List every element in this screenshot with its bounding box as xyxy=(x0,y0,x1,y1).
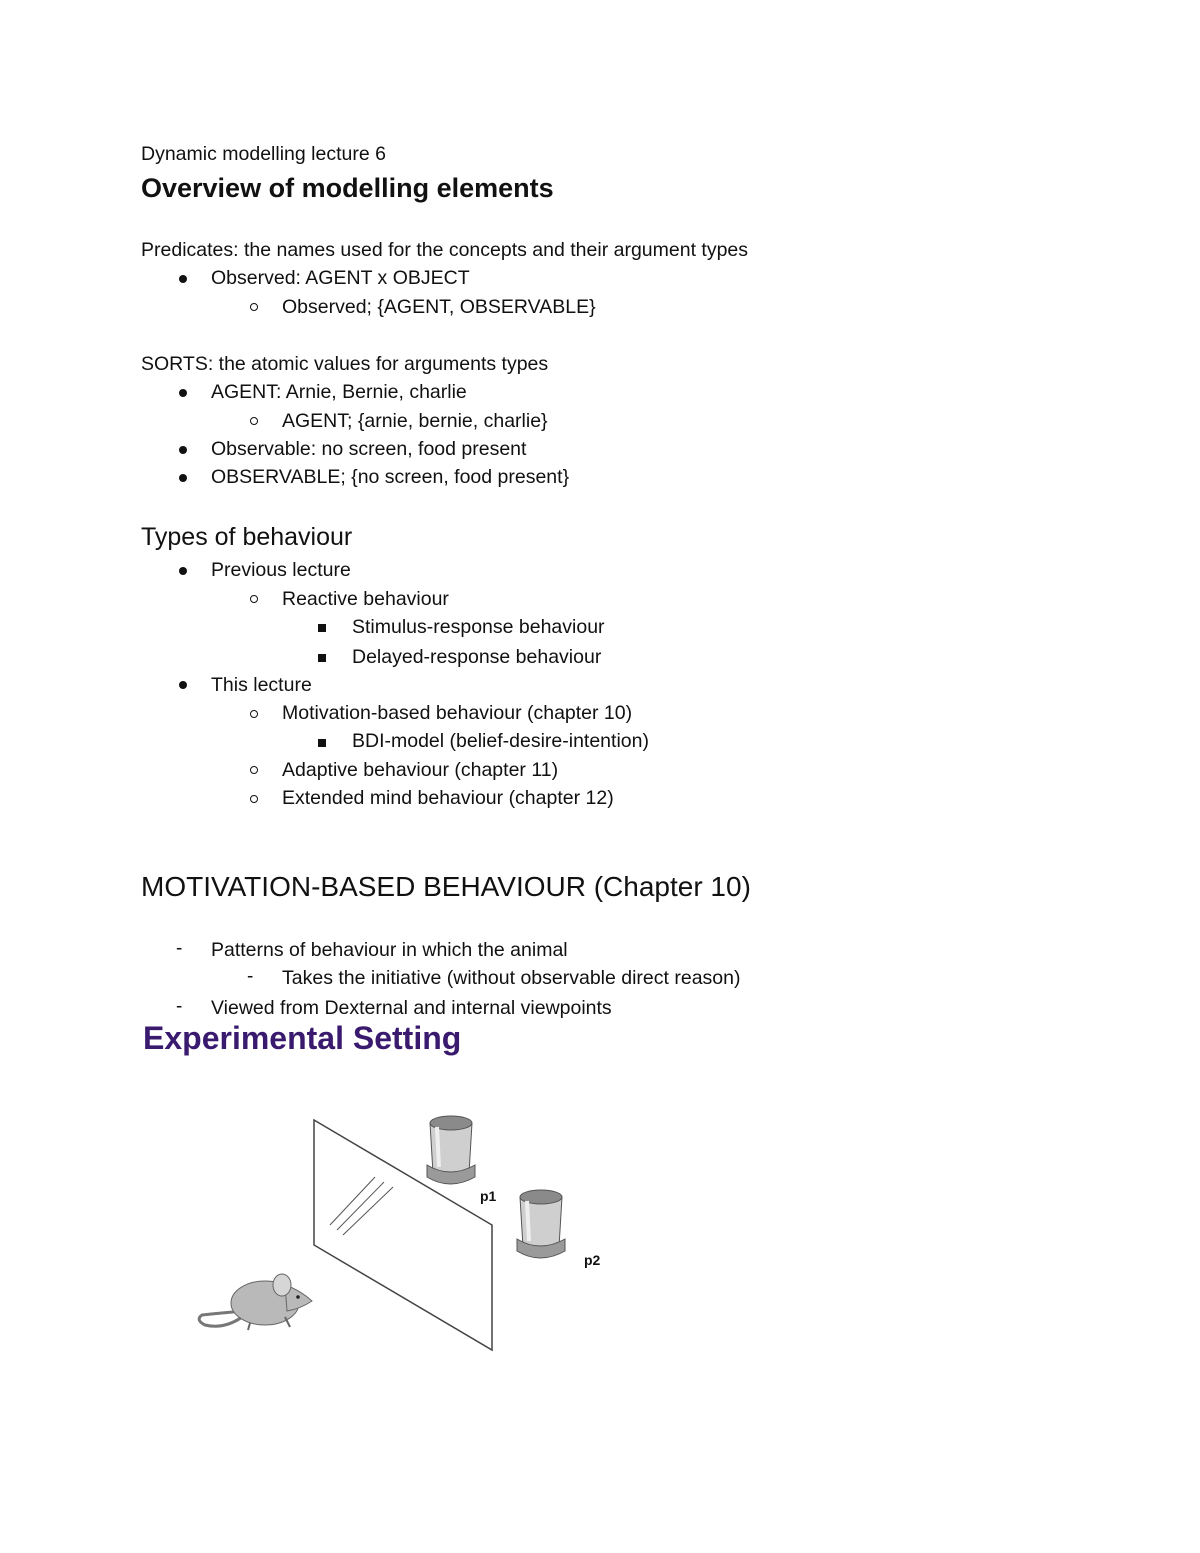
section-heading-behaviour: Types of behaviour xyxy=(141,523,353,551)
section-heading-motivation: MOTIVATION-BASED BEHAVIOUR (Chapter 10) xyxy=(141,871,751,902)
dash-icon: - xyxy=(247,966,254,987)
dash-icon: - xyxy=(176,938,183,959)
experimental-setting-figure xyxy=(190,1105,630,1365)
cup-p1-icon xyxy=(427,1116,475,1184)
list-item: AGENT; {arnie, bernie, charlie} xyxy=(282,410,548,432)
list-item: Motivation-based behaviour (chapter 10) xyxy=(282,702,633,724)
bullet-dot-icon xyxy=(179,474,187,482)
bullet-circle-icon xyxy=(250,766,258,774)
list-item: Observed: AGENT x OBJECT xyxy=(211,267,470,289)
list-item: Observable: no screen, food present xyxy=(211,438,527,460)
bullet-dot-icon xyxy=(179,446,187,454)
list-item: Takes the initiative (without observable direct reason) xyxy=(282,967,741,989)
bullet-dot-icon xyxy=(179,681,187,689)
list-item: Viewed from Dexternal and internal viewpoints xyxy=(211,997,612,1019)
bullet-circle-icon xyxy=(250,303,258,311)
list-item: Delayed-response behaviour xyxy=(352,646,602,668)
bullet-dot-icon xyxy=(179,275,187,283)
bullet-dot-icon xyxy=(179,567,187,575)
figure-title: Experimental Setting xyxy=(143,1020,462,1056)
dash-icon: - xyxy=(176,996,183,1017)
bullet-dot-icon xyxy=(179,389,187,397)
page-title: Overview of modelling elements xyxy=(141,173,554,203)
list-item: This lecture xyxy=(211,674,312,696)
list-item: Stimulus-response behaviour xyxy=(352,616,605,638)
lecture-subtitle: Dynamic modelling lecture 6 xyxy=(141,143,386,165)
list-item: AGENT: Arnie, Bernie, charlie xyxy=(211,381,467,403)
bullet-circle-icon xyxy=(250,710,258,718)
mouse-icon xyxy=(199,1274,312,1330)
bullet-square-icon xyxy=(318,624,326,632)
list-item: Extended mind behaviour (chapter 12) xyxy=(282,787,614,809)
list-item: Patterns of behaviour in which the animal xyxy=(211,939,568,961)
bullet-circle-icon xyxy=(250,795,258,803)
list-item: BDI-model (belief-desire-intention) xyxy=(352,730,649,752)
list-item: OBSERVABLE; {no screen, food present} xyxy=(211,466,570,488)
bullet-circle-icon xyxy=(250,417,258,425)
bullet-circle-icon xyxy=(250,595,258,603)
bullet-square-icon xyxy=(318,654,326,662)
label-p1: p1 xyxy=(480,1188,497,1204)
predicates-intro: Predicates: the names used for the concepts and their argument types xyxy=(141,239,749,261)
sorts-intro: SORTS: the atomic values for arguments types xyxy=(141,353,549,375)
list-item: Reactive behaviour xyxy=(282,588,449,610)
label-p2: p2 xyxy=(584,1252,601,1268)
list-item: Adaptive behaviour (chapter 11) xyxy=(282,759,559,781)
bullet-square-icon xyxy=(318,739,326,747)
list-item: Observed; {AGENT, OBSERVABLE} xyxy=(282,296,596,318)
list-item: Previous lecture xyxy=(211,559,351,581)
cup-p2-icon xyxy=(517,1190,565,1258)
